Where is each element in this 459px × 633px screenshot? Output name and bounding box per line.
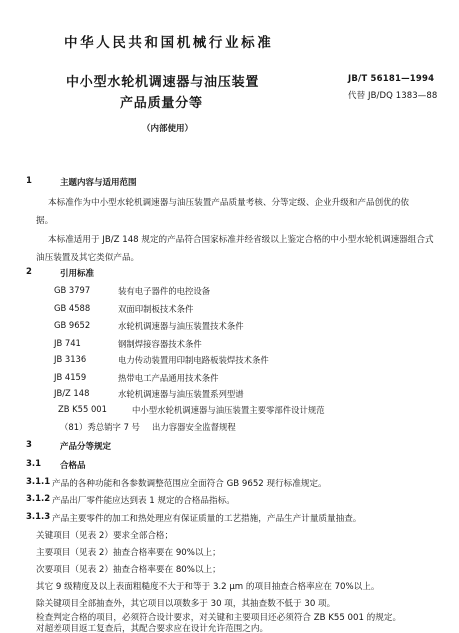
replaces-standard: 代替 JB/DQ 1383—88: [348, 91, 438, 101]
ref-title: 中小型水轮机调速器与油压装置主要零部件设计规范: [132, 405, 325, 415]
internal-use-note: （内部使用）: [142, 124, 194, 134]
ref-code: GB 3797: [54, 285, 91, 295]
section-2-title: 引用标准: [60, 269, 95, 279]
ref-code: GB 4588: [54, 303, 91, 313]
ref-code: JB 3136: [54, 354, 87, 364]
ref-title: 水轮机调速器与油压装置系列型谱: [118, 389, 244, 399]
ref-title: 双面印制板技术条件: [118, 304, 194, 314]
ref-code: JB/Z 148: [54, 388, 90, 398]
document-title-line2: 产品质量分等: [120, 96, 203, 111]
ref-title: 电力传动装置用印制电路板装焊技术条件: [118, 355, 269, 365]
ref-title: 钢制焊接容器技术条件: [118, 339, 202, 349]
section-3-1-1-text: 产品的各种功能和各参数调整范围应全面符合 GB 9652 现行标准规定。: [52, 479, 327, 489]
ref-code: （81）秀总销字 7 号: [60, 422, 140, 432]
ref-code: ZB K55 001: [58, 404, 107, 414]
s1-para2-line2: 油压装置及其它类似产品。: [36, 253, 140, 263]
s313-line: 次要项目（见表 2）抽查合格率要在 80%以上；: [36, 565, 221, 575]
ref-title: 装有电子器件的电控设备: [118, 286, 211, 296]
section-3-1-1-number: 3.1.1: [26, 477, 51, 487]
section-2-number: 2: [26, 267, 32, 277]
ref-title: 出力容器安全监督规程: [152, 422, 236, 432]
s1-para1-line1: 本标准作为中小型水轮机调速器与油压装置产品质量考核、分等定级、企业升级和产品创优的依: [48, 198, 409, 208]
section-3-1-2-text: 产品出厂零件能应达到表 1 规定的合格品指标。: [52, 496, 235, 506]
s313-line: 其它 9 级精度及以上表面粗糙度不大于和等于 3.2 μm 的项目抽查合格率应在 70%以上。: [36, 582, 380, 592]
ref-code: GB 9652: [54, 320, 91, 330]
s313-line: 检查判定合格的项目，必须符合设计要求，对关键和主要项目还必须符合 ZB K55 001 的规定。: [36, 613, 402, 623]
ref-title: 热带电工产品通用技术条件: [118, 373, 219, 383]
ref-code: JB 741: [54, 338, 81, 348]
s1-para2-line1: 本标准适用于 JB/Z 148 规定的产品符合国家标准并经省级以上鉴定合格的中小型水轮机调速器组合式: [48, 235, 434, 245]
section-3-1-2-number: 3.1.2: [26, 494, 51, 504]
standard-number: JB/T 56181—1994: [348, 74, 435, 84]
ref-code: JB 4159: [54, 372, 87, 382]
s313-line: 对超差项目返工复查后，其配合要求应在设计允许范围之内。: [36, 624, 269, 633]
s313-line: 除关键项目全部抽查外，其它项目以项数多于 30 项，其抽查数不低于 30 项。: [36, 599, 336, 609]
section-3-1-3-text: 产品主要零件的加工和热处理应有保证质量的工艺措施，产品生产计量质量抽查。: [52, 514, 362, 524]
section-3-1-title: 合格品: [60, 461, 86, 471]
section-3-title: 产品分等规定: [60, 442, 112, 452]
section-3-1-3-number: 3.1.3: [26, 512, 51, 522]
standard-category-header: 中华人民共和国机械行业标准: [64, 35, 274, 51]
s313-line: 关键项目（见表 2）要求全部合格；: [36, 531, 174, 541]
section-3-number: 3: [26, 440, 32, 450]
section-1-title: 主题内容与适用范围: [60, 178, 137, 188]
s1-para1-line2: 据。: [36, 216, 54, 226]
s313-line: 主要项目（见表 2）抽查合格率要在 90%以上；: [36, 548, 221, 558]
document-title-line1: 中小型水轮机调速器与油压装置: [66, 75, 260, 90]
section-1-number: 1: [26, 176, 32, 186]
ref-title: 水轮机调速器与油压装置技术条件: [118, 321, 244, 331]
section-3-1-number: 3.1: [26, 459, 42, 469]
